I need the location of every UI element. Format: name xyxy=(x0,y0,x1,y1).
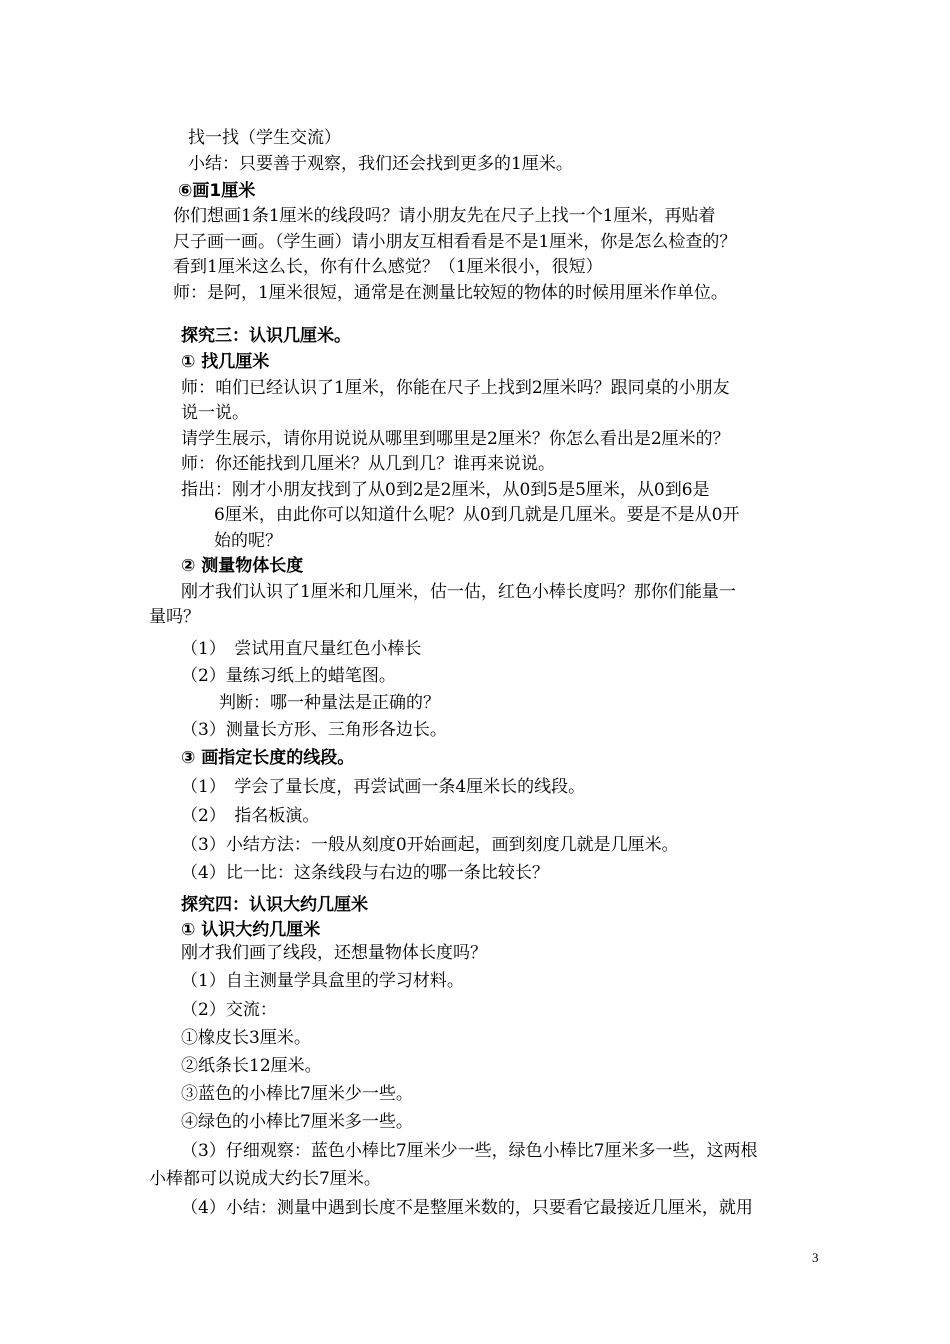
section-heading: 探究四：认识大约几厘米 xyxy=(181,895,368,915)
text-line: 说一说。 xyxy=(181,403,249,423)
text-line: （1） 学会了量长度，再尝试画一条4厘米长的线段。 xyxy=(181,777,586,797)
text-line: 刚才我们画了线段，还想量物体长度吗？ xyxy=(181,943,487,963)
text-line: 师：是阿，1厘米很短，通常是在测量比较短的物体的时候用厘米作单位。 xyxy=(173,283,728,303)
text-line: 判断：哪一种量法是正确的？ xyxy=(219,693,440,713)
section-heading: 探究三：认识几厘米。 xyxy=(181,326,351,346)
text-line: （1） 尝试用直尺量红色小棒长 xyxy=(181,639,422,659)
text-line: 小结：只要善于观察，我们还会找到更多的1厘米。 xyxy=(188,154,573,174)
text-line: 小棒都可以说成大约长7厘米。 xyxy=(149,1169,381,1189)
text-line: ①橡皮长3厘米。 xyxy=(181,1028,311,1048)
section-heading: ⑥画1厘米 xyxy=(178,181,256,201)
text-line: （2）交流： xyxy=(181,1000,277,1020)
text-line: 刚才我们认识了1厘米和几厘米，估一估，红色小棒长度吗？那你们能量一 xyxy=(181,582,736,602)
text-line: （2）量练习纸上的蜡笔图。 xyxy=(181,666,396,686)
text-line: ②纸条长12厘米。 xyxy=(181,1056,322,1076)
text-line: 量吗？ xyxy=(149,607,200,627)
text-line: （4）比一比：这条线段与右边的哪一条比较长？ xyxy=(181,863,549,883)
text-line: 指出：刚才小朋友找到了从0到2是2厘米，从0到5是5厘米，从0到6是 xyxy=(181,480,710,500)
text-line: （1）自主测量学具盒里的学习材料。 xyxy=(181,971,464,991)
text-line: 看到1厘米这么长，你有什么感觉？（1厘米很小，很短） xyxy=(173,257,603,277)
subsection-heading: ③ 画指定长度的线段。 xyxy=(181,748,355,768)
text-line: 6厘米，由此你可以知道什么呢？从0到几就是几厘米。要是不是从0开 xyxy=(214,505,740,525)
text-line: （3）测量长方形、三角形各边长。 xyxy=(181,720,447,740)
text-line: （2） 指名板演。 xyxy=(181,806,320,826)
text-line: 请学生展示，请你用说说从哪里到哪里是2厘米？你怎么看出是2厘米的？ xyxy=(181,429,730,449)
text-line: 尺子画一画。（学生画）请小朋友互相看看是不是1厘米，你是怎么检查的？ xyxy=(173,232,737,252)
text-line: 师：你还能找到几厘米？从几到几？谁再来说说。 xyxy=(181,454,555,474)
subsection-heading: ② 测量物体长度 xyxy=(181,556,304,576)
text-line: （3）小结方法：一般从刻度0开始画起，画到刻度几就是几厘米。 xyxy=(181,835,679,855)
text-line: 师：咱们已经认识了1厘米，你能在尺子上找到2厘米吗？跟同桌的小朋友 xyxy=(181,378,730,398)
text-line: ④绿色的小棒比7厘米多一些。 xyxy=(181,1112,413,1132)
subsection-heading: ① 找几厘米 xyxy=(181,352,270,372)
text-line: （3）仔细观察：蓝色小棒比7厘米少一些，绿色小棒比7厘米多一些，这两根 xyxy=(181,1141,758,1161)
page-number: 3 xyxy=(812,1250,819,1265)
text-line: （4）小结：测量中遇到长度不是整厘米数的，只要看它最接近几厘米，就用 xyxy=(181,1198,753,1218)
text-line: 找一找（学生交流） xyxy=(188,128,341,148)
subsection-heading: ① 认识大约几厘米 xyxy=(181,920,321,940)
text-line: 你们想画1条1厘米的线段吗？请小朋友先在尺子上找一个1厘米，再贴着 xyxy=(173,206,716,226)
text-line: 始的呢？ xyxy=(214,531,282,551)
text-line: ③蓝色的小棒比7厘米少一些。 xyxy=(181,1084,413,1104)
